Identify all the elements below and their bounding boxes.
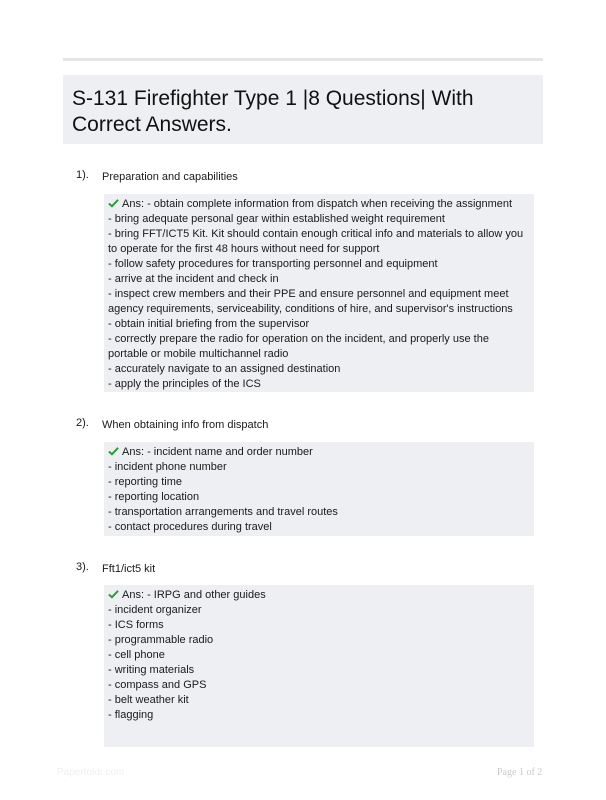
answer-line: - correctly prepare the radio for operation on the incident, and properly use the portable or mobile multichannel radio <box>108 333 489 360</box>
question-text: Preparation and capabilities <box>102 171 238 183</box>
answer-line: - ICS forms <box>108 619 164 631</box>
answer-line: - compass and GPS <box>108 679 207 691</box>
answer-line: - bring adequate personal gear within established weight requirement <box>108 213 445 225</box>
question-number: 1). <box>76 169 89 181</box>
answer-line: - arrive at the incident and check in <box>108 273 279 285</box>
title-box <box>63 75 543 144</box>
footer-site: Paperfoldr.com <box>57 767 125 778</box>
answer-line: - reporting location <box>108 491 200 503</box>
checkmark-icon <box>108 446 119 456</box>
answer-line: - follow safety procedures for transporting personnel and equipment <box>108 258 438 270</box>
answer-line: - incident organizer <box>108 604 202 616</box>
answer-line: - flagging <box>108 709 154 721</box>
answer-line: - bring FFT/ICT5 Kit. Kit should contain enough critical info and materials to allow you to operate for the first 48 hours without need for support <box>108 228 524 255</box>
answer-line: Ans: - obtain complete information from dispatch when receiving the assignment <box>108 197 530 212</box>
question-number: 3). <box>76 561 89 573</box>
answer-line: - transportation arrangements and travel routes <box>108 506 338 518</box>
answer-line: - belt weather kit <box>108 694 189 706</box>
checkmark-icon <box>108 589 119 599</box>
answer-line: - inspect crew members and their PPE and ensure personnel and equipment meet agency requirements, serviceability, conditions of hire, and supervisor's instructions <box>108 288 513 315</box>
answer-box <box>104 194 534 392</box>
question-text: Fft1/ict5 kit <box>102 563 156 575</box>
answer-line: - cell phone <box>108 649 165 661</box>
answer-line: - accurately navigate to an assigned destination <box>108 363 341 375</box>
question-text: When obtaining info from dispatch <box>102 419 269 431</box>
document-title: S-131 Firefighter Type 1 |8 Questions| With Correct Answers. <box>72 87 474 136</box>
answer-line: Ans: - IRPG and other guides <box>108 588 530 603</box>
answer-line: - contact procedures during travel <box>108 521 272 533</box>
question-number: 2). <box>76 417 89 429</box>
answer-box <box>104 442 534 536</box>
answer-line: - obtain initial briefing from the supervisor <box>108 318 310 330</box>
answer-line: - incident phone number <box>108 461 227 473</box>
answer-box <box>104 585 534 747</box>
top-rule <box>63 58 543 61</box>
answer-line: Ans: - incident name and order number <box>108 445 530 460</box>
answer-line: - apply the principles of the ICS <box>108 378 261 390</box>
answer-line: - reporting time <box>108 476 182 488</box>
answer-line: - writing materials <box>108 664 195 676</box>
checkmark-icon <box>108 198 119 208</box>
answer-line: - programmable radio <box>108 634 214 646</box>
page-indicator: Page 1 of 2 <box>497 767 543 778</box>
